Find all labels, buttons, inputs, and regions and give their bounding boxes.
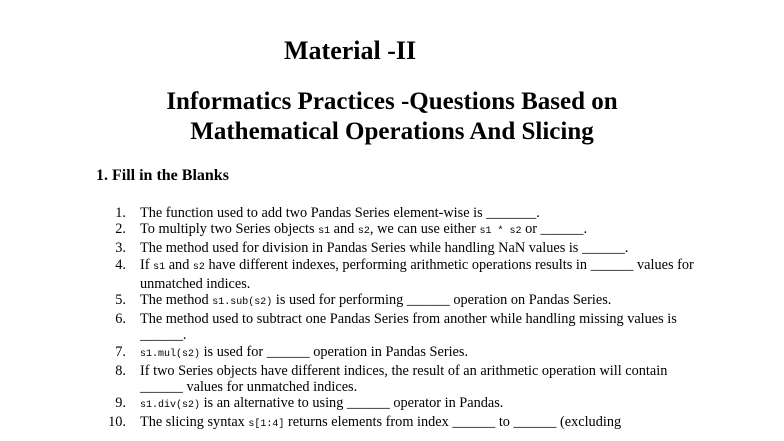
item-text [140,221,700,240]
item-text-part: The method used for division in Pandas Series while handling NaN values is ______. [140,240,629,257]
item-number: 2. [115,221,126,238]
document-title-line-1 [0,88,784,116]
item-text-part: is used for performing ______ operation on Pandas Series. [272,292,612,309]
inline-code: s1.mul(s2) [140,348,201,360]
item-text [140,414,700,433]
item-text [140,240,700,256]
section-title: 1. Fill in the Blanks [96,167,229,184]
item-number: 6. [115,311,126,328]
item-number: 4. [115,256,126,273]
title-line-1-text: Informatics Practices -Questions Based on [166,88,618,115]
item-text-part: and [165,256,193,273]
title-line-2-text: Mathematical Operations And Slicing [190,118,594,145]
item-text-part: The function used to add two Pandas Series element-wise is _______. [140,205,540,221]
list-item [100,344,700,363]
item-text-part: is an alternative to using ______ operator in Pandas. [200,395,504,412]
item-text [140,344,700,363]
item-number: 8. [115,362,126,379]
question-list [100,205,700,434]
list-item [100,311,700,343]
inline-code: s[1:4] [248,419,285,431]
list-item [100,205,700,221]
inline-code: s1.sub(s2) [212,297,273,309]
item-text-part: If [140,256,154,273]
item-text [140,205,700,221]
list-item [100,240,700,256]
item-text-part: and [330,221,358,238]
inline-code: s2 [357,226,370,238]
item-number: 3. [115,240,126,257]
list-item [100,414,700,433]
item-text-part: To multiply two Series objects [140,221,319,238]
item-text-part: or ______. [521,221,588,238]
inline-code: s2 [192,261,205,273]
item-number: 7. [115,343,126,360]
item-number: 1. [115,205,126,221]
item-text-part: The method [140,292,213,309]
inline-code: s1.div(s2) [140,400,201,412]
list-item [100,395,700,414]
inline-code: s1 [318,226,331,238]
item-text-part: returns elements from index ______ to ______ (excluding [284,414,622,431]
list-item [100,257,700,292]
item-text [140,257,700,292]
item-text-part: If two Series objects have different indices, the result of an arithmetic operation will contain ______ values for unmatched indices. [140,362,668,396]
list-item [100,221,700,240]
material-heading: Material -II [284,36,417,65]
item-text [140,395,700,414]
item-text [140,292,700,311]
inline-code: s1 * s2 [479,226,522,238]
item-text-part: is used for ______ operation in Pandas Series. [200,343,469,360]
item-text-part: , we can use either [369,221,480,238]
item-text [140,311,700,343]
item-text-part: have different indexes, performing arithmetic operations results in ______ values for unmatched indices. [140,256,694,292]
item-text [140,363,700,395]
item-number: 10. [108,414,126,431]
inline-code: s1 [153,261,166,273]
list-item [100,363,700,395]
item-text-part: The method used to subtract one Pandas Series from another while handling missing values is ______. [140,311,677,344]
item-number: 9. [115,395,126,412]
item-text-part: The slicing syntax [140,414,249,431]
document-title-line-2 [0,118,784,146]
list-item [100,292,700,311]
item-number: 5. [115,292,126,309]
